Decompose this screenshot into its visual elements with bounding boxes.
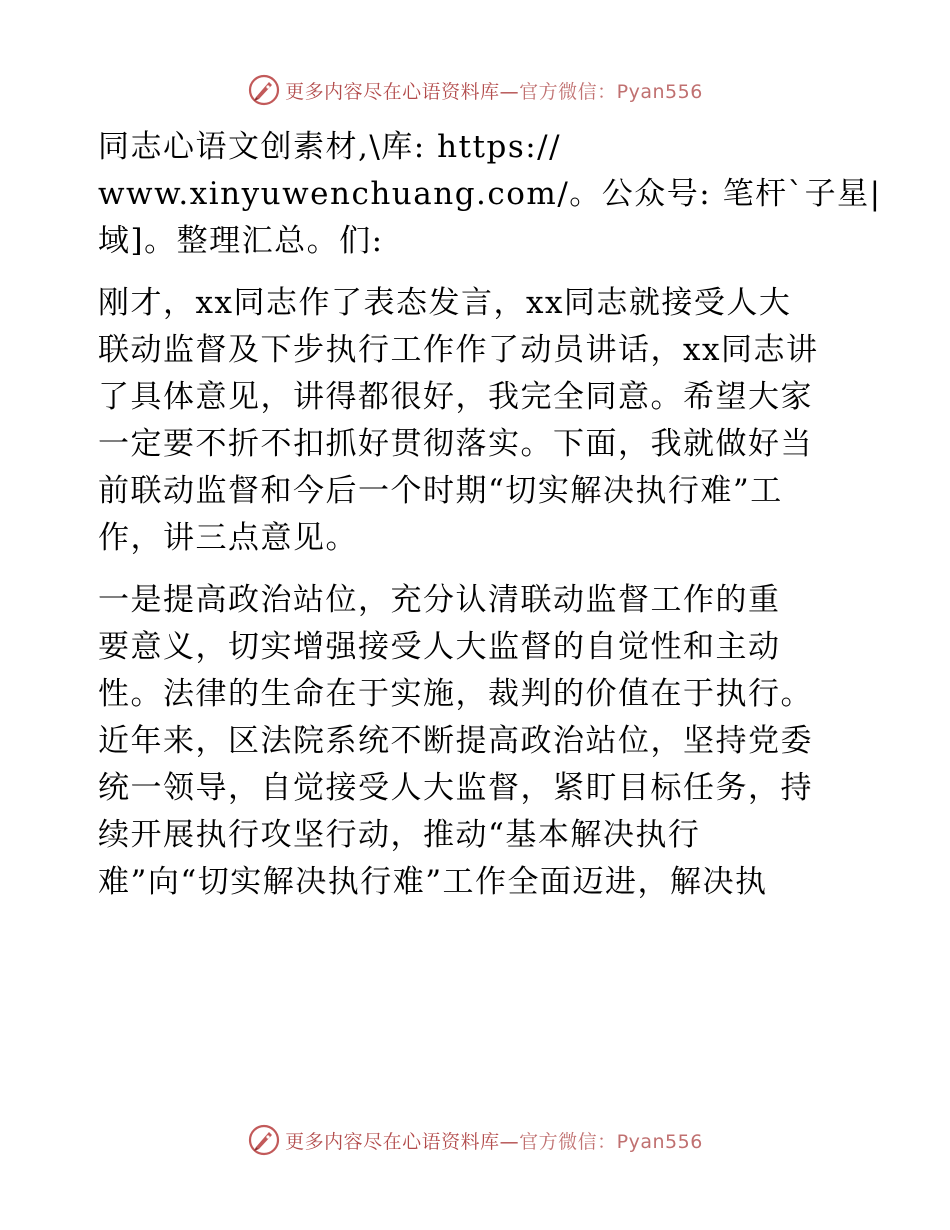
header-banner-text [285, 77, 703, 104]
text-line: 前联动监督和今后一个时期“切实解决执行难”工 [98, 473, 783, 509]
header-banner-wechat: 官方微信：Pyan556 [519, 80, 703, 103]
header-banner-inner [247, 73, 703, 107]
pen-nib-logo-icon [247, 73, 281, 107]
text-line: 刚才，xx同志作了表态发言，xx同志就接受人大 [98, 285, 792, 321]
footer-banner-main: 更多内容尽在心语资料库 [285, 1130, 500, 1153]
paragraph-point-one [98, 577, 858, 906]
footer-banner-separator: — [499, 1130, 520, 1153]
text-line: 一定要不折不扣抓好贯彻落实。下面，我就做好当 [98, 426, 813, 462]
text-line: 要意义，切实增强接受人大监督的自觉性和主动 [98, 629, 781, 665]
header-banner-main: 更多内容尽在心语资料库 [285, 80, 500, 103]
text-line: 统一领导，自觉接受人大监督，紧盯目标任务，持 [98, 770, 813, 806]
paragraph-intro [98, 124, 882, 265]
text-line: 了具体意见，讲得都很好，我完全同意。希望大家 [98, 379, 813, 415]
text-line: 联动监督及下步执行工作作了动员讲话，xx同志讲 [98, 332, 819, 368]
text-line: 近年来，区法院系统不断提高政治站位，坚持党委 [98, 723, 813, 759]
text-line: www.xinyuwenchuang.com/。公众号: 笔杆`子星| [98, 176, 882, 212]
text-line: 性。法律的生命在于实施，裁判的价值在于执行。 [98, 676, 813, 712]
header-banner [0, 70, 950, 110]
footer-banner-text [285, 1127, 703, 1154]
document-body [98, 124, 882, 921]
text-line: 域]。整理汇总。们: [98, 223, 384, 259]
footer-banner [0, 1120, 950, 1160]
text-line: 续开展执行攻坚行动，推动“基本解决执行 [98, 817, 701, 853]
footer-banner-inner [247, 1123, 703, 1157]
paragraph-opening [98, 280, 858, 562]
text-line: 一是提高政治站位，充分认清联动监督工作的重 [98, 582, 781, 618]
text-line: 难”向“切实解决执行难”工作全面迈进，解决执 [98, 864, 768, 900]
header-banner-separator: — [499, 80, 520, 103]
text-line: 同志心语文创素材,\库: https:// [98, 129, 562, 165]
pen-nib-logo-icon [247, 1123, 281, 1157]
text-line: 作，讲三点意见。 [98, 520, 358, 556]
footer-banner-wechat: 官方微信：Pyan556 [519, 1130, 703, 1153]
